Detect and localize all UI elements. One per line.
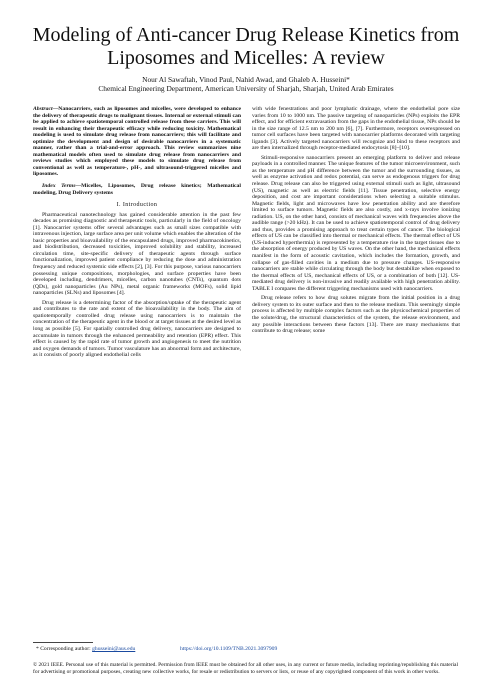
index-terms-text: Micelles, Liposomes, Drug release kinetics; Mathematical modeling, Drug Delivery systems [33,183,241,196]
index-terms-label: Index Terms— [42,183,82,190]
abstract-label: Abstract— [33,106,59,112]
section-heading-introduction: I. Introduction [116,202,158,209]
left-column [33,106,241,643]
index-terms [33,183,241,196]
body-paragraph: Drug release is a determining factor of the absorption/uptake of the therapeutic agent and contributes to the rate and extent of the bioavailability in the body. The aim of spatiotemporally controlled drug release using nanocarriers is to maintain the concentration of the therapeutic agent in the blood or at target tissues at the desired level as long as possible [5]. For spatially controlled drug delivery, nanocarriers are designed to accumulate in tumors through the enhanced permeability and retention (EPR) effect. This effect is caused by the rapid rate of tumor growth and angiogenesis to meet the nutrition and oxygen demands of tumors. Tumor vasculature has an abnormal form and architecture, as it consists of poorly aligned endothelial cells [33,299,241,359]
abstract [33,106,241,178]
body-paragraph: with wide fenestrations and poor lymphatic drainage, where the endothelial pore size varies from 10 to 1000 nm. The passive targeting of nanoparticles (NPs) exploits the EPR effect, and for efficient extravasation from the gaps in the endothelial tissue, NPs should be in the size range of 12.5 nm to 200 nm [6], [7]. Furthermore, receptors overexpressed on tumor cell surfaces have been targeted with nanocarrier platforms decorated with targeting ligands [3]. Actively targeted nanocarriers will recognize and bind to these receptors and are then internalized through receptor-mediated endocytosis [8]–[10]. [252,106,460,152]
author-block [20,75,472,93]
doi-link[interactable]: https://doi.org/10.1109/TNB.2021.3097909 [180,646,278,652]
author-affiliation: Chemical Engineering Department, American University of Sharjah, Sharjah, United Arab Emirates [98,84,394,93]
author-names: Nour Al Sawaftah, Vinod Paul, Nahid Awad, and Ghaleb A. Husseini* [142,75,350,84]
body-paragraph: Pharmaceutical nanotechnology has gained considerable attention in the past few decades as promising diagnostic and therapeutic tools, particularly in the field of oncology [1]. Nanocarrier systems offer several advantages such as small sizes compatible with intravenous injection, large surface area per unit volume which enables the alteration of the basic properties and bioavailability of the encapsulated drugs, improved pharmacokinetics, and biodistribution, decreased toxicities, improved solubility and stability, increased circulation time, site-specific delivery of therapeutic agents through surface functionalization, improved patient compliance by reducing the dose and administration frequency and reduced systemic side effects [2], [3]. For this purpose, various nanocarriers possessing unique compositions, morphologies, and surface properties have been developed including, dendrimers, micelles, carbon nanotubes (CNTs), quantum dots (QDs), gold nanoparticles (Au NPs), metal organic frameworks (MOFs), solid lipid nanoparticles (SLNs) and liposomes [4]. [33,211,241,297]
footnote-rule [33,642,93,643]
paper-title: Modeling of Anti-cancer Drug Release Kinetics from Liposomes and Micelles: A review [32,24,460,69]
footnote-prefix: * Corresponding author: [36,646,93,652]
right-column [252,106,460,643]
body-paragraph: Drug release refers to how drug solutes migrate from the initial position in a drug delivery system to its outer surface and then to the release medium. This seemingly simple process is affected by multiple complex factors such as the physicochemical properties of the solute/drug, the structural characteristics of the system, the release environment, and any possible interactions between these factors [13]. There are many mechanisms that contribute to drug release; some [252,295,460,335]
author-email-link[interactable]: ghusseini@aus.edu [92,646,136,652]
body-paragraph: Stimuli-responsive nanocarriers present an emerging platform to deliver and release payloads in a controlled manner. The unique features of the tumor microenvironment, such as the temperature and pH difference between the tumor and the surrounding tissues, as well as enzyme activation and redox potential, can serve as endogenous triggers for drug release. Drug release can also be triggered using external stimuli such as light, ultrasound (US), magnetic as well as electric fields [11]. Tissue penetration, selective energy deposition, and cost are important considerations when selecting a suitable stimulus. Magnetic fields, light and microwaves have low penetration ability and are therefore limited to surface tumors. Magnetic fields are also costly, and x-rays involve ionizing radiation. US, on the other hand, consists of mechanical waves with frequencies above the audible range (>20 kHz). It can be used to achieve spatiotemporal control of drug delivery and thus, provides a promising approach to treat certain types of cancer. The biological effects of US can be classified into thermal or mechanical effects. The thermal effect of US (US-induced hyperthermia) is represented by a temperature rise in the target tissues due to the absorption of energy produced by US waves. On the other hand, the mechanical effects manifest in the form of acoustic cavitation, which includes the formation, growth, and collapse of gas-filled cavities in a medium due to pressure changes. US-responsive nanocarriers are stable while circulating through the body but destabilize when exposed to the thermal effects of US, mechanical effects of US, or a combination of both [12]. US-mediated drug delivery is non-invasive and readily available with high penetration ability. TABLE I compares the different triggering mechanisms used with nanocarriers. [252,154,460,292]
abstract-text: Nanocarriers, such as liposomes and micelles, were developed to enhance the delivery of therapeutic drugs to malignant tissues. Internal or external stimuli can be applied to achieve spatiotemporal controlled release from these carriers. This will result in enhancing their therapeutic efficacy while reducing toxicity. Mathematical modeling is used to simulate drug release from nanocarriers; this will facilitate and optimize the development and design of desirable nanocarriers in a systematic manner, rather than a trial-and-error approach. This review summarizes nine mathematical models often used to simulate drug release from nanocarriers and reviews studies which employed these models to simulate drug release from conventional as well as temperature-, pH-, and ultrasound-triggered micelles and liposomes. [33,106,241,178]
copyright-notice: © 2021 IEEE. Personal use of this material is permitted. Permission from IEEE must be obtained for all other uses, in any current or future media, including reprinting/republishing this material for advertising or promotional purposes, creating new collective works, for resale or redistribution to servers or lists, or reuse of any copyrighted component of this work in other works. [33,662,458,675]
